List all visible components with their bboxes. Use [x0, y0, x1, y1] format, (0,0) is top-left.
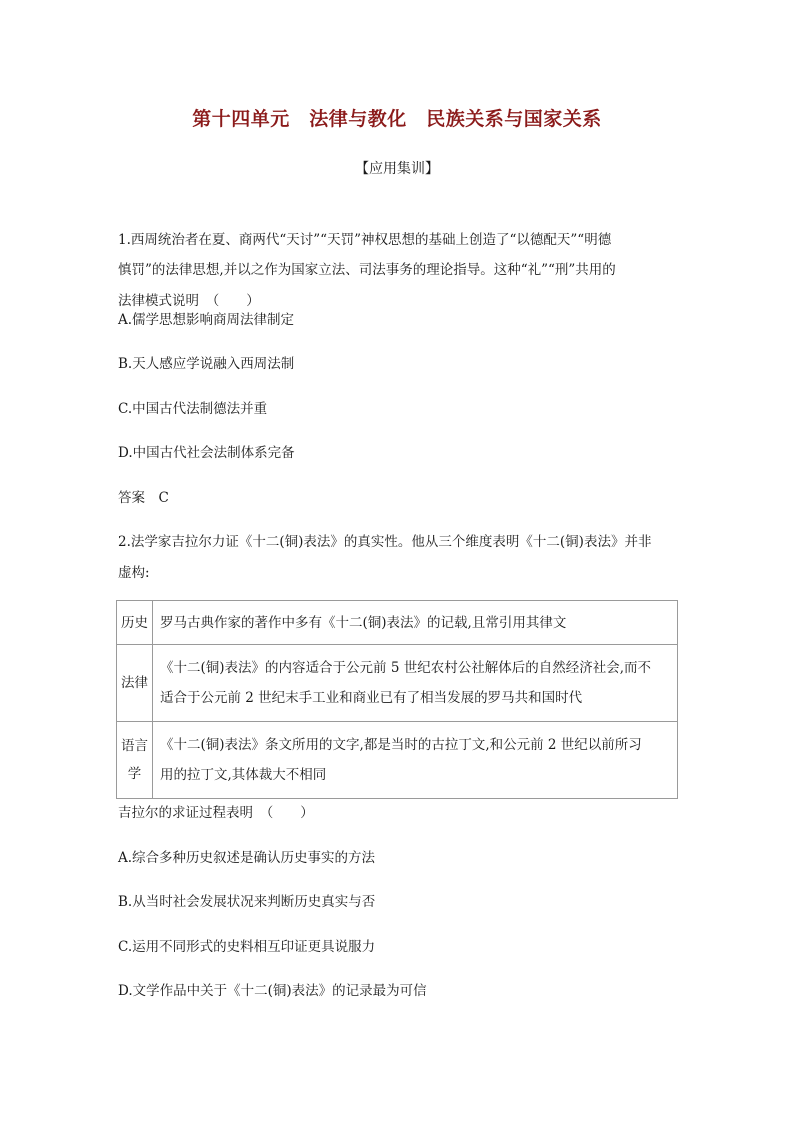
table-row-head	[117, 645, 153, 722]
q1-option-d: D.中国古代社会法制体系完备	[118, 445, 295, 461]
section-subtitle: 【应用集训】	[355, 161, 439, 177]
row-head-text: 历史	[121, 614, 148, 631]
row-body-text: 《十二(铜)表法》的内容适合于公元前 5 世纪农村公社解体后的自然经济社会,而不	[160, 660, 651, 676]
q1-option-a: A.儒学思想影响商周法律制定	[118, 312, 295, 328]
table-row	[117, 645, 678, 722]
q2-stem-line-2: 虚构:	[118, 565, 150, 581]
q1-option-b: B.天人感应学说融入西周法制	[118, 356, 295, 372]
row-body-text: 《十二(铜)表法》条文所用的文字,都是当时的古拉丁文,和公元前 2 世纪以前所习	[160, 737, 642, 753]
table-row-body	[153, 601, 678, 645]
table-row-head	[117, 722, 153, 799]
q1-answer: 答案 C	[118, 490, 169, 506]
q2-question-stem: 吉拉尔的求证过程表明 （ ）	[118, 805, 314, 821]
table-row-body	[153, 722, 678, 799]
row-head-text: 学	[127, 766, 142, 782]
row-body-text: 用的拉丁文,其体裁大不相同	[160, 767, 327, 783]
row-head-text: 法律	[121, 675, 148, 691]
row-body-text: 适合于公元前 2 世纪末手工业和商业已有了相当发展的罗马共和国时代	[160, 690, 583, 706]
q2-option-b: B.从当时社会发展状况来判断历史真实与否	[118, 894, 376, 910]
q1-option-c: C.中国古代法制德法并重	[118, 401, 268, 417]
q2-stem-line-1: 2.法学家吉拉尔力证《十二(铜)表法》的真实性。他从三个维度表明《十二(铜)表法》并非	[118, 534, 652, 550]
table-row	[117, 722, 678, 799]
table-row	[117, 601, 678, 645]
table-row-body	[153, 645, 678, 722]
row-body-text: 罗马古典作家的著作中多有《十二(铜)表法》的记载,且常引用其律文	[160, 614, 567, 631]
table-row-head	[117, 601, 153, 645]
q1-stem-line-1: 1.西周统治者在夏、商两代“天讨”“天罚”神权思想的基础上创造了“以德配天”“明德	[118, 232, 612, 248]
page-title: 第十四单元 法律与教化 民族关系与国家关系	[192, 108, 602, 130]
q2-option-d: D.文学作品中关于《十二(铜)表法》的记录最为可信	[118, 983, 427, 999]
q2-option-c: C.运用不同形式的史料相互印证更具说服力	[118, 939, 376, 955]
evidence-table	[116, 600, 678, 799]
row-head-text: 语言	[121, 738, 148, 754]
q1-stem-line-3: 法律模式说明 （ ）	[118, 293, 260, 309]
q1-stem-line-2: 慎罚”的法律思想,并以之作为国家立法、司法事务的理论指导。这种“礼”“刑”共用的	[118, 262, 616, 278]
q2-option-a: A.综合多种历史叙述是确认历史事实的方法	[118, 850, 376, 866]
